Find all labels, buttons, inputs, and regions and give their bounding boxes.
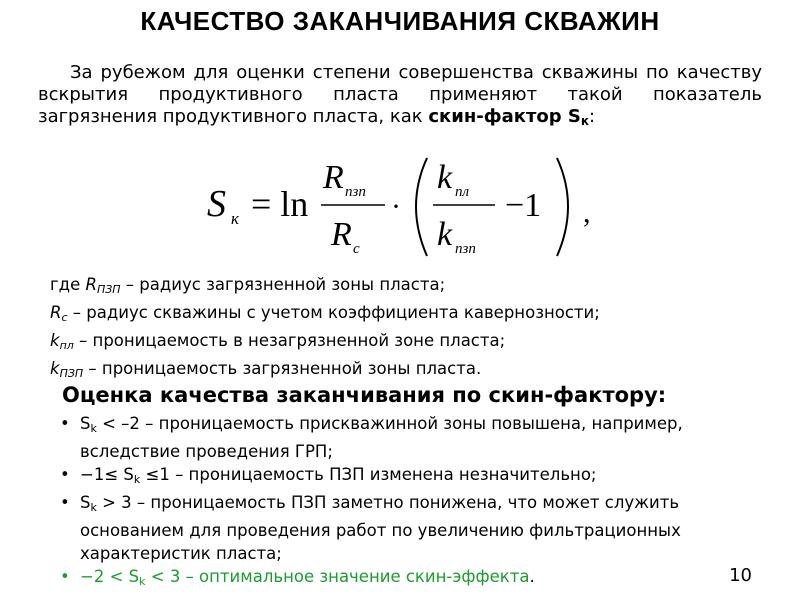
bullet-dot-icon: • — [60, 567, 70, 586]
skin-factor-formula — [205, 150, 605, 262]
definitions-list — [50, 273, 750, 385]
formula-den1-sub: с — [353, 241, 360, 257]
section-subheading: Оценка качества заканчивания по скин-фактору: — [62, 383, 667, 407]
bullet-item: • $S_k > 3$ – проницаемость ПЗП заметно понижена, что может служить основанием для проведения работ по увеличению фильтрационных характеристик пласта; — [60, 493, 681, 563]
formula-minus-one: −1 — [505, 187, 542, 224]
bullet-item: • $-1\le S_k \le 1$ – проницаемость ПЗП изменена незначительно; — [60, 465, 597, 486]
definition-k-pzp: $k_{ПЗП}$ – проницаемость загрязненной зоны пласта. — [50, 359, 482, 380]
bullet-item-optimal: • $-2 < S_k < 3$ – оптимальное значение скин-эффекта. — [60, 567, 535, 588]
bullet-item: • $S_k < -2$ – проницаемость прискважинной зоны повышена, например, вследствие проведения ГРП; — [60, 414, 683, 461]
formula-comma: , — [583, 196, 591, 229]
formula-num1-sub: пзп — [345, 184, 366, 200]
intro-paragraph: За рубежом для оценки степени совершенства скважины по качеству вскрытия продуктивного пласта применяют такой показатель загрязнения продуктивного пласта, как скин-фактор $S_к$: — [38, 62, 762, 128]
formula-eq-ln: = ln — [251, 184, 309, 224]
right-paren — [557, 158, 568, 256]
bullet-dot-icon: • — [60, 465, 70, 484]
definition-r-pzp: где $R_{ПЗП}$ – радиус загрязненной зоны пласта; — [50, 275, 446, 296]
bullet-dot-icon: • — [60, 414, 70, 433]
bullet-dot-icon: • — [60, 493, 70, 512]
formula-num1: R — [323, 159, 344, 196]
intro-text: За рубежом для оценки степени совершенства скважины по качеству вскрытия продуктивного пласта применяют такой показатель загрязнения продуктивного пласта, как — [38, 62, 762, 127]
skin-factor-bullets — [60, 412, 750, 593]
formula-num2: k — [437, 159, 453, 196]
formula-lhs: S — [207, 183, 226, 225]
formula-dot: · — [391, 190, 401, 223]
skin-factor-term: скин-фактор $S_к$ — [428, 106, 590, 128]
left-paren — [416, 158, 427, 256]
formula-lhs-sub: к — [231, 209, 239, 228]
formula-num2-sub: пл — [455, 184, 470, 200]
definition-k-pl: $k_{пл}$ – проницаемость в незагрязненной зоне пласта; — [50, 331, 506, 352]
slide-title: КАЧЕСТВО ЗАКАНЧИВАНИЯ СКВАЖИН — [140, 6, 660, 36]
formula-den2-sub: пзп — [455, 241, 476, 257]
formula-den2: k — [437, 216, 453, 253]
definition-r-c: $R_с$ – радиус скважины с учетом коэффициента кавернозности; — [50, 303, 600, 324]
formula-den1: R — [331, 216, 352, 253]
page-number: 10 — [729, 565, 752, 586]
